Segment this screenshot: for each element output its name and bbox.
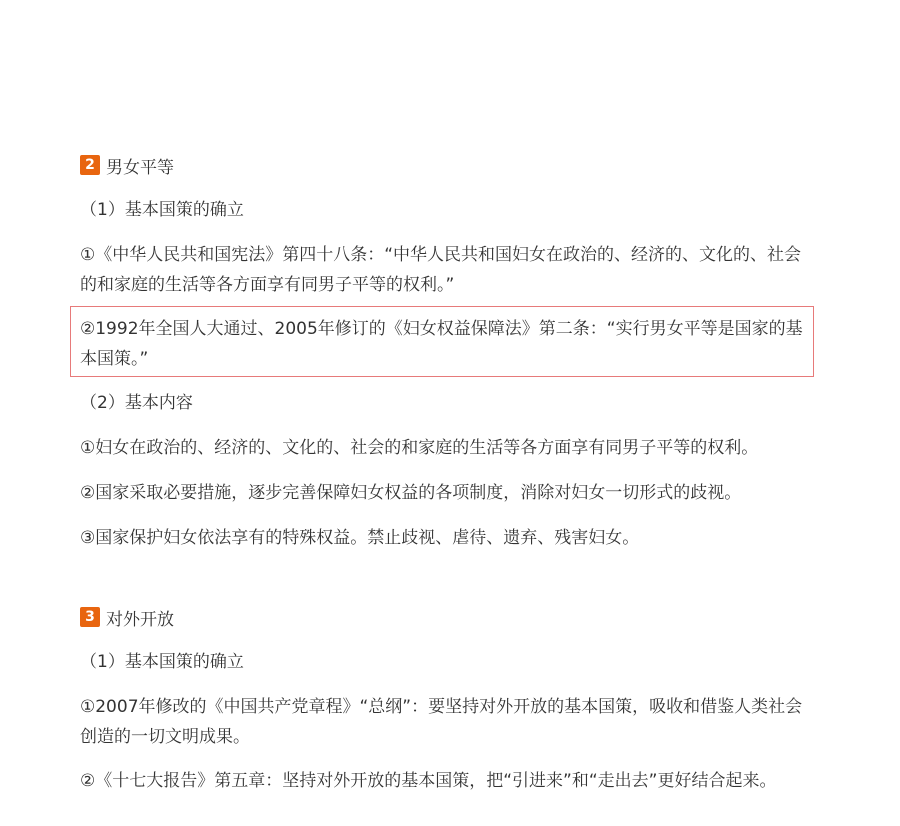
section-title: 对外开放 (106, 609, 174, 630)
list-item-highlighted: ②1992年全国人大通过、2005年修订的《妇女权益保障法》第二条：“实行男女平等是国家的基本国策。” (80, 319, 803, 369)
list-item: ①2007年修改的《中国共产党章程》“总纲”：要坚持对外开放的基本国策，吸收和借鉴人类社会创造的一切文明成果。 (80, 697, 803, 747)
subsection-title: （1）基本国策的确立 (80, 200, 244, 220)
section-heading-equality (80, 153, 174, 177)
list-item: ①妇女在政治的、经济的、文化的、社会的和家庭的生活等各方面享有同男子平等的权利。 (80, 438, 759, 458)
list-item: ②《十七大报告》第五章：坚持对外开放的基本国策，把“引进来”和“走出去”更好结合起来。 (80, 771, 777, 791)
section-number-badge: 2 (80, 155, 100, 175)
section-number-badge: 3 (80, 607, 100, 627)
section-title: 男女平等 (106, 157, 174, 178)
section-heading-opening (80, 605, 174, 629)
list-item: ③国家保护妇女依法享有的特殊权益。禁止歧视、虐待、遗弃、残害妇女。 (80, 528, 640, 548)
list-item: ①《中华人民共和国宪法》第四十八条：“中华人民共和国妇女在政治的、经济的、文化的、社会的和家庭的生活等各方面享有同男子平等的权利。” (80, 245, 802, 295)
list-item: ②国家采取必要措施，逐步完善保障妇女权益的各项制度，消除对妇女一切形式的歧视。 (80, 483, 742, 503)
subsection-title: （1）基本国策的确立 (80, 652, 244, 672)
subsection-title: （2）基本内容 (80, 393, 193, 413)
